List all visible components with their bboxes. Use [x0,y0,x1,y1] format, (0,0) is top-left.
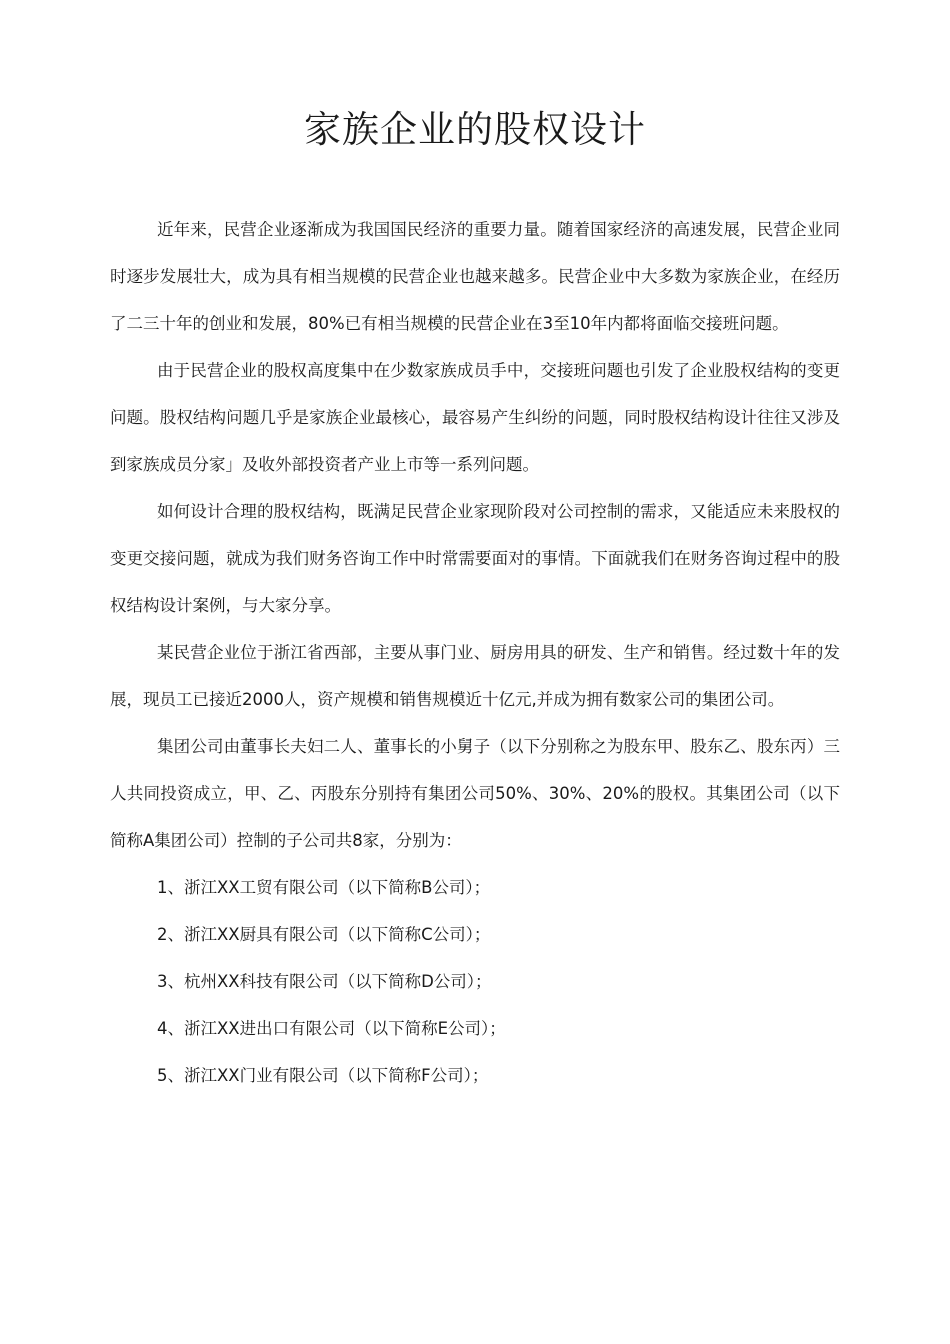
subsidiary-list [110,864,840,1099]
paragraph-equity-concentration: 由于民营企业的股权高度集中在少数家族成员手中，交接班问题也引发了企业股权结构的变更问题。股权结构问题几乎是家族企业最核心，最容易产生纠纷的问题，同时股权结构设计往往又涉及到家族成员分家」及收外部投资者产业上市等一系列问题。 [110,361,840,474]
paragraph-group-structure: 集团公司由董事长夫妇二人、董事长的小舅子（以下分别称之为股东甲、股东乙、股东丙）三人共同投资成立，甲、乙、丙股东分别持有集团公司50%、30%、20%的股权。其集团公司（以下简称A集团公司）控制的子公司共8家，分别为： [110,737,840,850]
document-title: 家族企业的股权设计 [304,108,646,151]
paragraph-company-profile: 某民营企业位于浙江省西部，主要从事门业、厨房用具的研发、生产和销售。经过数十年的发展，现员工已接近2000人，资产规模和销售规模近十亿元,并成为拥有数家公司的集团公司。 [110,643,840,709]
paragraph-intro: 近年来，民营企业逐渐成为我国国民经济的重要力量。随着国家经济的高速发展，民营企业同时逐步发展壮大，成为具有相当规模的民营企业也越来越多。民营企业中大多数为家族企业，在经历了二三十年的创业和发展，80%已有相当规模的民营企业在3至10年内都将面临交接班问题。 [110,220,840,333]
list-item: 1、浙江XX工贸有限公司（以下简称B公司）； [157,878,491,897]
list-item: 2、浙江XX厨具有限公司（以下简称C公司）； [157,925,491,944]
list-item: 4、浙江XX进出口有限公司（以下简称E公司）； [157,1019,506,1038]
list-item: 5、浙江XX门业有限公司（以下简称F公司）； [157,1066,489,1085]
document-body [110,206,840,1099]
list-item: 3、杭州XX科技有限公司（以下简称D公司）； [157,972,492,991]
paragraph-design-question: 如何设计合理的股权结构，既满足民营企业家现阶段对公司控制的需求，又能适应未来股权的变更交接问题，就成为我们财务咨询工作中时常需要面对的事情。下面就我们在财务咨询过程中的股权结构设计案例，与大家分享。 [110,502,840,615]
